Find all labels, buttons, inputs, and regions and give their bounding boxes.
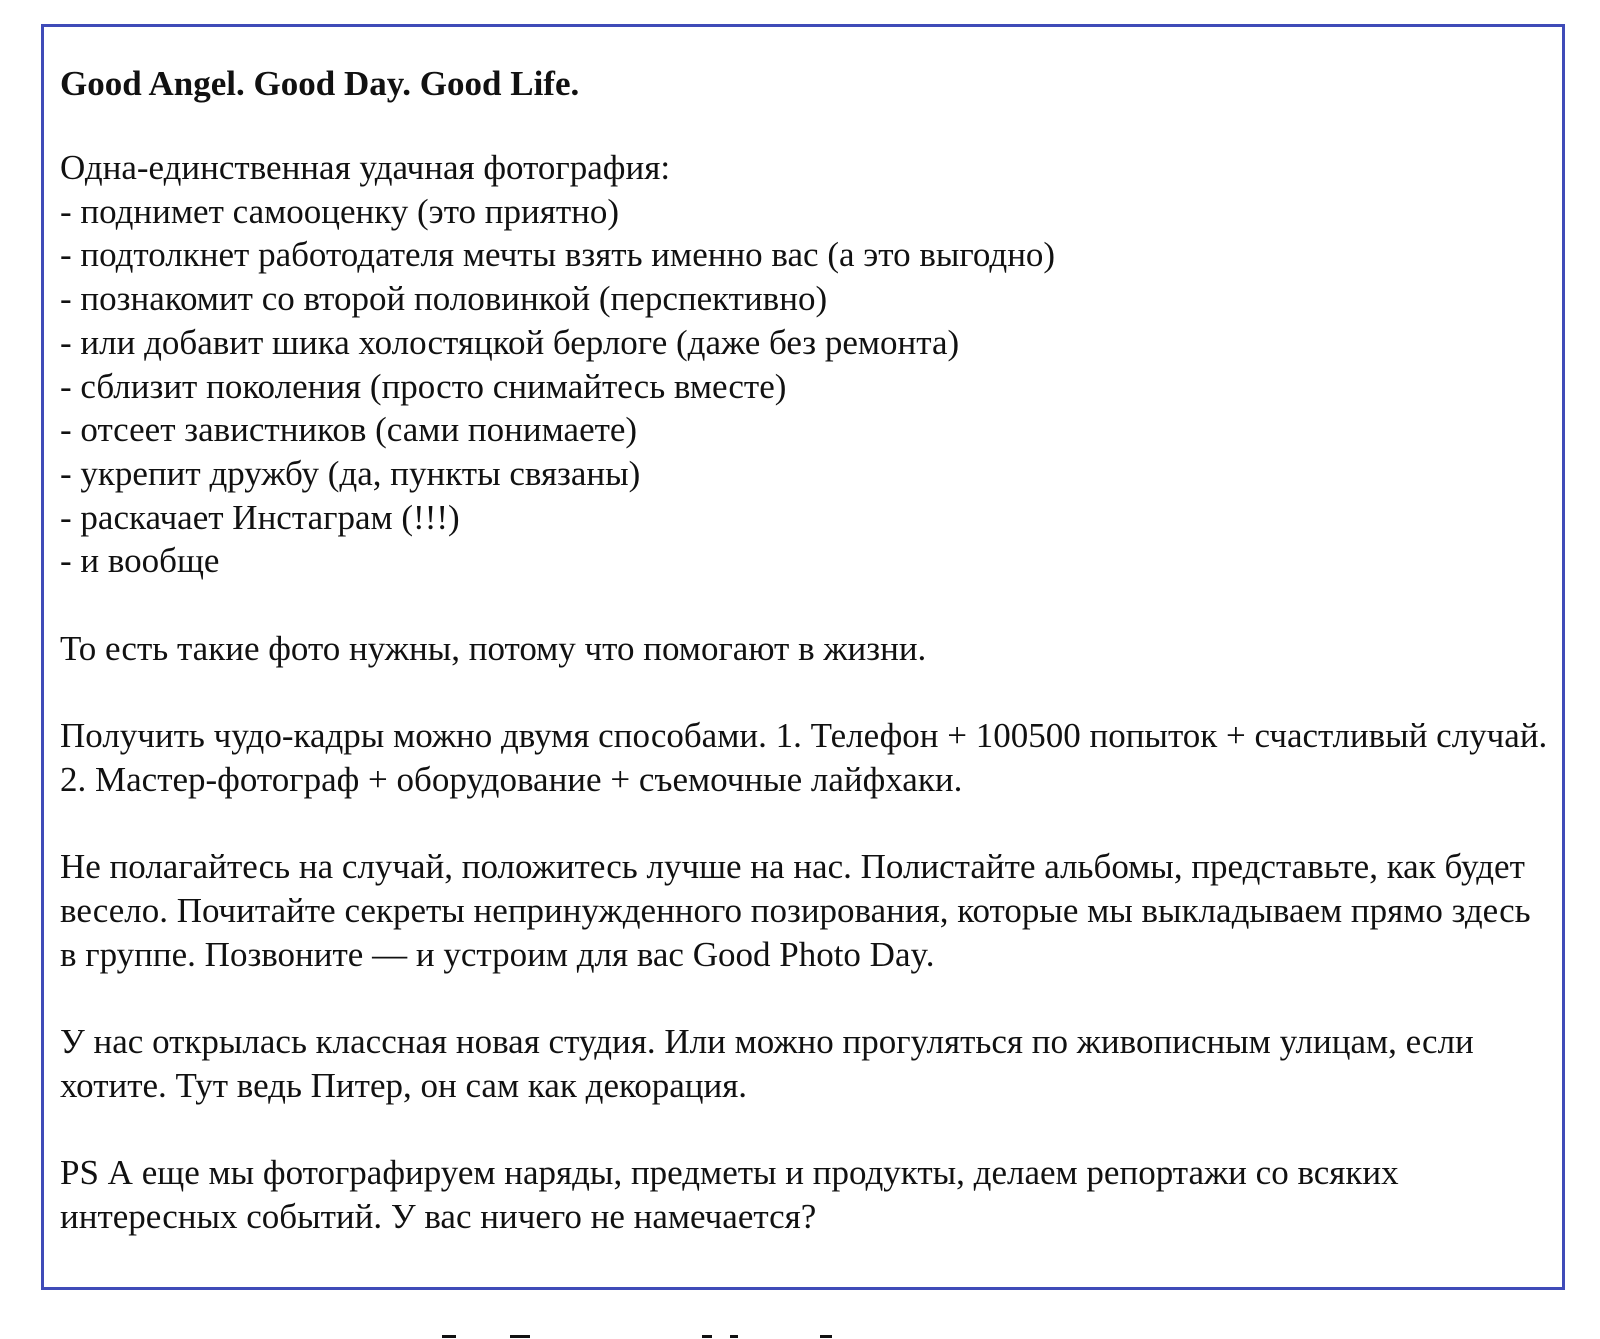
list-item: - поднимет самооценку (это приятно) xyxy=(60,191,620,231)
paragraph-rely-on-us: Не полагайтесь на случай, положитесь лучше на нас. Полистайте альбомы, представьте, как будет весело. Почитайте секреты непринужденного позирования, которые мы выкладываем прямо здесь в группе. Позвоните — и устроим для вас Good Photo Day. xyxy=(60,847,1531,974)
paragraph-photos-help: То есть такие фото нужны, потому что помогают в жизни. xyxy=(60,628,927,668)
post-title: Good Angel. Good Day. Good Life. xyxy=(60,64,580,103)
spacer xyxy=(60,802,1548,846)
paragraph-new-studio: У нас открылась классная новая студия. Или можно прогуляться по живописным улицам, если хотите. Тут ведь Питер, он сам как декорация. xyxy=(60,1022,1474,1105)
list-item: - подтолкнет работодателя мечты взять именно вас (а это выгодно) xyxy=(60,235,1056,275)
list-item: - укрепит дружбу (да, пункты связаны) xyxy=(60,453,641,493)
list-item: - и вообще xyxy=(60,541,220,581)
spacer xyxy=(60,110,1548,146)
list-item: - или добавит шика холостяцкой берлоге (даже без ремонта) xyxy=(60,322,960,362)
intro-text: Одна-единственная удачная фотография: xyxy=(60,148,671,187)
text-frame xyxy=(41,24,1565,1290)
spacer xyxy=(60,670,1548,714)
list-item: - познакомит со второй половинкой (перспективно) xyxy=(60,279,828,319)
list-item: - отсеет завистников (сами понимаете) xyxy=(60,410,638,450)
list-item: - сблизит поколения (просто снимайтесь вместе) xyxy=(60,366,787,406)
paragraph-ps: PS А еще мы фотографируем наряды, предметы и продукты, делаем репортажи со всяких интересных событий. У вас ничего не намечается? xyxy=(60,1153,1399,1236)
cropped-text-fragment xyxy=(440,1329,860,1339)
spacer xyxy=(60,976,1548,1020)
spacer xyxy=(60,1107,1548,1151)
paragraph-two-ways: Получить чудо-кадры можно двумя способами. 1. Телефон + 100500 попыток + счастливый случай. 2. Мастер-фотограф + оборудование + съемочные лайфхаки. xyxy=(60,716,1548,799)
benefits-list xyxy=(60,190,1548,583)
spacer xyxy=(60,583,1548,627)
list-item: - раскачает Инстаграм (!!!) xyxy=(60,497,460,537)
